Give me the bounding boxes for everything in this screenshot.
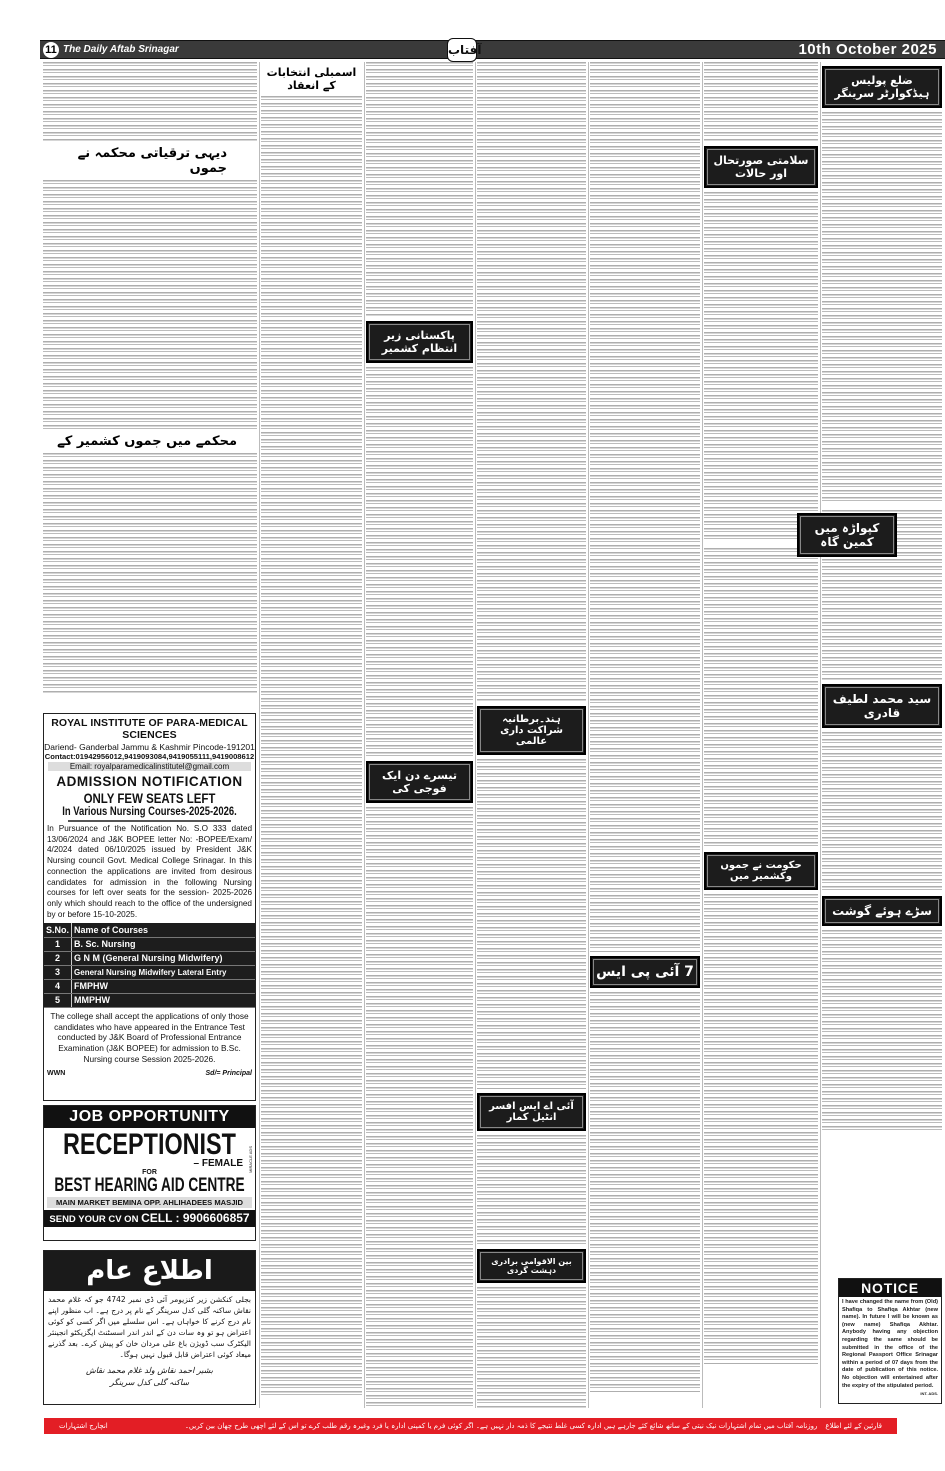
article-text — [704, 192, 818, 542]
article-text — [477, 1287, 586, 1408]
column-divider — [588, 62, 589, 1408]
institute-address: Dariend- Ganderbal Jammu & Kashmir Pincode-191201 — [44, 742, 255, 752]
article-text — [477, 1135, 586, 1245]
article-text — [366, 62, 473, 317]
headline-7-ips: 7 آئی پی ایس — [590, 956, 700, 988]
notice-tag: INT. ADS. — [920, 1391, 938, 1397]
job-opportunity-ad — [43, 1105, 256, 1241]
job-role: RECEPTIONIST — [63, 1128, 236, 1161]
article-text — [43, 180, 257, 430]
course-name: B. Sc. Nursing — [72, 937, 255, 951]
paper-name: The Daily Aftab Srinagar — [63, 44, 179, 55]
article-text — [43, 453, 257, 693]
article-text — [261, 96, 362, 1396]
news-column-3 — [590, 62, 700, 1408]
ittila-aam-body: بجلی کنکشن زیر کنزیومر آئی ڈی نمبر 4742 جو کہ غلام محمد نقاش ساکنہ گلی کدل سرینگر کے نام پر درج ہے۔ اب منظور اپنے نام درج کرنے کا خواہاں ہے۔ اس سلسلے میں اگر کسی کو کوئی اعتراض ہو تو وہ سات دن کے اندر اندر اسسٹنٹ ایگزیکٹو انجینئر الیکٹرک سب ڈویژن باغ علی مردان خان کو پیش کرے۔ بعد گذرنے میعاد کوئی اعتراض قابل قبول نہیں ہوگا۔ — [48, 1295, 252, 1359]
table-row — [44, 937, 255, 951]
admission-body: In Pursuance of the Notification No. S.O 333 dated 13/06/2024 and J&K BOPEE letter No: -BOPEE/Exam/ 4/2024 dated 06/10/2025 issued by President J&K Nursing council Govt. Medical College Srinagar. In this connection the applications are invited from desirous candidates for admission in the following Nursing courses for left over seats for the session- 2025-2026 only which should reach to the office of the undersigned by or before 15-10-2025. — [47, 824, 252, 919]
footer-right-label: انچارج اشتہارات — [59, 1422, 108, 1430]
table-header-row — [44, 923, 255, 937]
headline-govt-jk: حکومت نے جموں وکشمیر میں — [704, 852, 818, 890]
job-gender: – FEMALE — [193, 1158, 243, 1169]
course-name: FMPHW — [72, 979, 255, 993]
article-text — [366, 367, 473, 757]
table-row — [44, 951, 255, 965]
notice-text: I have changed the name from (Old) Shafiqa to Shafiqa Akhtar (new name). In future I will be known as (new name) Shafiqa Akhtar. Anybody having any objection regarding the same should be submitted in the office of the Regional Passport Office Srinagar within a period of 07 days from the date of publication of this notice. No objection will entertained after the expiry of the stipulated period. — [842, 1299, 938, 1389]
headline-district-police: ضلع پولیس ہیڈکوارٹر سرینگر — [822, 66, 942, 108]
divider — [68, 820, 231, 822]
headline-syed-latif-qadri: سید محمد لطیف قادری — [822, 684, 942, 728]
article-text — [43, 62, 257, 142]
notice-title: NOTICE — [839, 1279, 941, 1297]
signatory: Sd/= Principal — [205, 1070, 252, 1078]
course-sno: 4 — [44, 979, 72, 993]
news-column-2 — [704, 62, 818, 1408]
course-name: General Nursing Midwifery Lateral Entry — [72, 965, 255, 979]
cell-number: CELL : 9906606857 — [141, 1211, 250, 1225]
issue-date: 10th October 2025 — [798, 41, 937, 58]
news-column-6 — [261, 62, 362, 1408]
admission-heading: ADMISSION NOTIFICATION — [56, 774, 243, 789]
ad-agency-tag: MIRACLE ADS — [248, 1146, 253, 1173]
royal-institute-ad — [43, 713, 256, 1101]
article-text — [366, 807, 473, 1407]
ittila-aam-signature-2: ساکنہ گلی کدل سرینگر — [109, 1378, 190, 1387]
article-text — [590, 62, 700, 952]
table-row — [44, 993, 255, 1007]
article-text — [822, 112, 942, 502]
article-text — [704, 548, 818, 848]
course-header: Name of Courses — [72, 923, 255, 937]
course-sno: 2 — [44, 951, 72, 965]
headline-decayed-meat: سڑے ہوئے گوشت — [822, 896, 942, 926]
page-number: 11 — [43, 42, 59, 58]
company-location: MAIN MARKET BEMINA OPP. AHLIHADEES MASJID — [47, 1197, 252, 1208]
table-row — [44, 965, 255, 979]
headline-security-review: سلامتی صورتحال اور حالات — [704, 146, 818, 188]
course-sno: 1 — [44, 937, 72, 951]
news-column-1 — [822, 62, 942, 1272]
seats-subheading: ONLY FEW SEATS LEFT — [83, 790, 216, 806]
article-text — [477, 62, 586, 702]
column-divider — [364, 62, 365, 1408]
job-for: FOR — [142, 1169, 157, 1176]
notice-body — [839, 1297, 941, 1397]
headline-kupwara: کپواڑہ میں کمین گاہ — [797, 513, 897, 557]
headline-india-britain: ہند۔برطانیہ شراکت داری عالمی — [477, 706, 586, 755]
article-text — [704, 894, 818, 1364]
institute-name: ROYAL INSTITUTE OF PARA-MEDICAL SCIENCES — [51, 717, 248, 741]
column-divider — [259, 62, 260, 1408]
article-text — [704, 62, 818, 142]
ittila-aam-signature-1: بشیر احمد نقاش ولد غلام محمد نقاش — [85, 1366, 214, 1375]
company-name: BEST HEARING AID CENTRE — [54, 1175, 245, 1196]
news-column-7 — [43, 62, 257, 710]
courses-table — [44, 923, 255, 1008]
ad-signature-row — [44, 1066, 255, 1081]
column-divider — [475, 62, 476, 1408]
ittila-aam-title: اطلاع عام — [44, 1251, 255, 1291]
course-name: G N M (General Nursing Midwifery) — [72, 951, 255, 965]
cv-label: SEND YOUR CV ON — [49, 1214, 139, 1225]
headline-ias-officer: آئی اے ایس افسر انٹیل کمار — [477, 1093, 586, 1131]
eligibility-note: The college shall accept the applications of only those candidates who have appeared in the Entrance Test conducted by J&K Board of Professional Entrance Examination (J&K BOPEE) for admission to B.Sc. Nursing course Session 2025-2026. — [50, 1010, 249, 1064]
courses-tagline: In Various Nursing Courses-2025-2026. — [62, 806, 237, 818]
footer-message: روزنامہ آفتاب میں تمام اشتہارات نیک نیتی کے ساتھ شائع کئے جارہے ہیں ادارہ کسی غلط نتیجے کا ذمہ دار نہیں ہے۔ اگر کوئی فرم یا کمپنی ادارہ یا فرد وغیرہ رقم طلب کرے تو اس کے لئے اچھی طرح چھان بین کریں۔ — [184, 1422, 818, 1430]
headline-assembly-elections: اسمبلی انتخابات کے انعقاد — [266, 66, 357, 92]
article-text — [822, 732, 942, 892]
headline-rural-development: دیہی ترقیاتی محکمہ نے جموں — [77, 146, 227, 176]
article-text — [590, 992, 700, 1392]
headline-girl-jk: محکمے میں جموں کشمیر کے — [57, 434, 237, 449]
column-divider — [702, 62, 703, 1408]
aftab-logo: آفتاب — [447, 38, 477, 62]
ad-code: WWN — [47, 1070, 66, 1078]
readers-notice-strip — [44, 1418, 897, 1434]
news-column-5 — [366, 62, 473, 1408]
course-name: MMPHW — [72, 993, 255, 1007]
cv-contact — [44, 1210, 255, 1227]
job-heading: JOB OPPORTUNITY — [44, 1106, 255, 1128]
headline-third-day-soldier: تیسرے دن ایک فوجی کی — [366, 761, 473, 803]
institute-email: Email: royalparamedicalinstitutel@gmail.com — [48, 762, 251, 771]
article-text — [822, 930, 942, 1130]
headline-pakistan-kashmir: پاکستانی زیر انتظام کشمیر — [366, 321, 473, 363]
footer-left-label: قارئین کے لئے اطلاع — [825, 1422, 882, 1430]
institute-contact: Contact:01942956012,9419093084,9419055111,9419008612 — [44, 752, 255, 761]
sno-header: S.No. — [44, 923, 72, 937]
course-sno: 3 — [44, 965, 72, 979]
news-column-4 — [477, 62, 586, 1408]
name-change-notice — [838, 1278, 942, 1404]
table-row — [44, 979, 255, 993]
course-sno: 5 — [44, 993, 72, 1007]
column-divider — [820, 62, 821, 1408]
article-text — [477, 759, 586, 1089]
public-notice-urdu-ad — [43, 1250, 256, 1405]
masthead — [40, 40, 945, 59]
headline-anti-terror: بین الاقوامی برادری دہشت گردی — [477, 1249, 586, 1283]
